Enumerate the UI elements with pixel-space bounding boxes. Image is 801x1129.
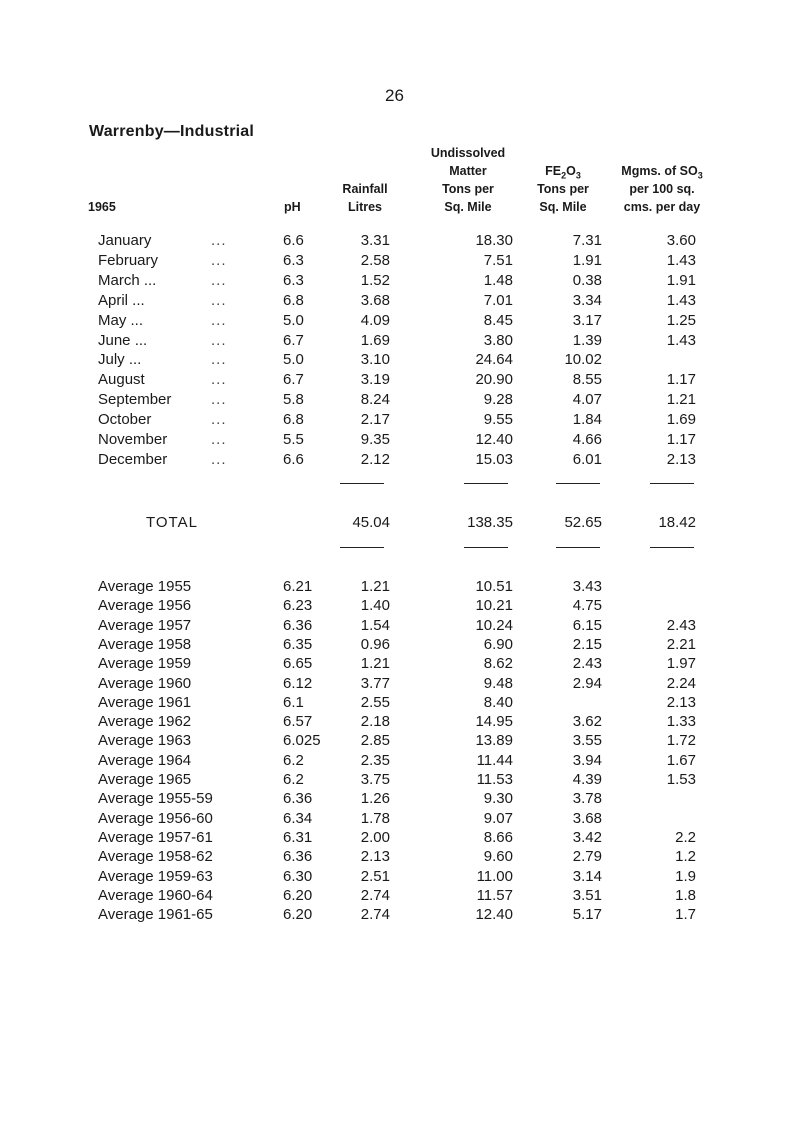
table-row	[0, 351, 801, 372]
row-label: Average 1961	[98, 693, 192, 711]
cell-so3: 1.91	[666, 271, 696, 289]
cell-rainfall: 2.00	[360, 828, 390, 846]
total-rainfall: 45.04	[352, 514, 390, 531]
table-row	[0, 411, 801, 432]
cell-rainfall: 1.21	[360, 655, 390, 673]
header-so3	[612, 162, 712, 216]
cell-so3: 3.60	[666, 232, 696, 249]
cell-undissolved: 11.57	[476, 886, 513, 904]
cell-so3: 1.17	[666, 371, 696, 389]
cell-rainfall: 1.52	[360, 271, 390, 289]
cell-undissolved: 1.48	[483, 271, 513, 289]
cell-so3: 1.72	[666, 732, 696, 750]
header-so3-line: per 100 sq.	[629, 182, 695, 196]
row-label: Average 1956	[98, 597, 192, 615]
header-fe2o3-line: Sq. Mile	[539, 200, 587, 214]
row-label: Average 1959	[98, 655, 192, 673]
row-label: Average 1955	[98, 578, 192, 595]
total-label: TOTAL	[146, 514, 198, 531]
cell-so3: 1.53	[666, 771, 696, 788]
row-label: Average 1964	[98, 751, 192, 769]
cell-ph: 5.5	[283, 431, 304, 448]
cell-undissolved: 8.62	[483, 655, 513, 673]
cell-so3: 1.9	[675, 867, 696, 885]
total-rule	[464, 483, 508, 484]
table-row	[0, 694, 801, 715]
total-rule	[464, 547, 508, 548]
cell-undissolved: 11.44	[476, 751, 513, 769]
header-undissolved-line: Sq. Mile	[444, 200, 492, 214]
row-leader-dots: ...	[211, 351, 227, 369]
row-label: January	[98, 232, 152, 249]
cell-undissolved: 13.89	[475, 732, 513, 750]
cell-fe2o3: 4.75	[572, 597, 602, 615]
cell-undissolved: 9.60	[483, 848, 513, 866]
header-rainfall-line: Rainfall	[342, 182, 388, 196]
cell-ph: 6.3	[283, 251, 304, 269]
table-row	[0, 252, 801, 273]
cell-rainfall: 2.18	[360, 713, 390, 731]
cell-undissolved: 20.90	[475, 371, 513, 389]
row-leader-dots: ...	[211, 311, 227, 329]
cell-ph: 6.2	[283, 771, 304, 788]
cell-so3: 2.43	[666, 616, 696, 634]
header-rainfall	[330, 180, 400, 216]
total-rule	[650, 547, 694, 548]
table-row	[0, 887, 801, 908]
cell-so3: 1.67	[666, 751, 696, 769]
cell-undissolved: 24.64	[475, 351, 513, 369]
table-row	[0, 451, 801, 472]
header-so3-formula: Mgms. of $SO_3$	[621, 164, 703, 181]
table-row	[0, 732, 801, 753]
row-label: Average 1956-60	[98, 809, 213, 827]
cell-fe2o3: 0.38	[572, 271, 602, 289]
table-row	[0, 578, 801, 599]
cell-fe2o3: 7.31	[572, 232, 602, 249]
table-row	[0, 391, 801, 412]
row-label: May ...	[98, 311, 144, 329]
row-label: November	[98, 431, 168, 448]
cell-undissolved: 12.40	[475, 906, 513, 924]
cell-fe2o3: 3.43	[572, 578, 602, 595]
header-fe2o3	[518, 162, 608, 216]
cell-ph: 6.36	[283, 848, 313, 866]
cell-rainfall: 1.40	[360, 597, 390, 615]
cell-so3: 1.7	[675, 906, 696, 924]
cell-so3: 1.43	[666, 291, 696, 309]
cell-rainfall: 1.78	[360, 809, 390, 827]
row-leader-dots: ...	[211, 431, 227, 448]
cell-undissolved: 14.95	[475, 713, 513, 731]
cell-undissolved: 10.21	[475, 597, 513, 615]
cell-undissolved: 9.07	[483, 809, 513, 827]
cell-rainfall: 2.74	[360, 906, 390, 924]
cell-fe2o3: 2.43	[572, 655, 602, 673]
cell-so3: 2.24	[666, 674, 696, 692]
cell-fe2o3: 2.15	[572, 635, 602, 653]
cell-fe2o3: 5.17	[572, 906, 602, 924]
total-rule	[650, 483, 694, 484]
cell-rainfall: 9.35	[360, 431, 390, 448]
row-leader-dots: ...	[211, 291, 227, 309]
table-row	[0, 829, 801, 850]
cell-fe2o3: 3.51	[572, 886, 602, 904]
cell-rainfall: 2.12	[360, 450, 390, 468]
table-row	[0, 713, 801, 734]
total-rule	[556, 547, 600, 548]
cell-so3: 1.33	[666, 713, 696, 731]
cell-rainfall: 2.58	[360, 251, 390, 269]
cell-undissolved: 8.40	[483, 693, 513, 711]
total-rule	[340, 547, 384, 548]
cell-ph: 6.20	[283, 886, 313, 904]
cell-fe2o3: 3.34	[572, 291, 602, 309]
table-row	[0, 597, 801, 618]
row-label: Average 1959-63	[98, 867, 213, 885]
cell-ph: 6.8	[283, 291, 304, 309]
cell-so3: 1.2	[675, 848, 696, 866]
row-leader-dots: ...	[211, 411, 227, 429]
cell-ph: 6.23	[283, 597, 313, 615]
cell-ph: 6.20	[283, 906, 313, 924]
table-row	[0, 771, 801, 792]
cell-undissolved: 8.45	[483, 311, 513, 329]
cell-so3: 1.43	[666, 331, 696, 349]
cell-rainfall: 8.24	[360, 391, 390, 409]
row-label: March ...	[98, 271, 157, 289]
cell-fe2o3: 6.01	[572, 450, 602, 468]
row-label: Average 1958	[98, 635, 192, 653]
cell-ph: 6.1	[283, 693, 304, 711]
table-row	[0, 371, 801, 392]
cell-rainfall: 3.19	[360, 371, 390, 389]
header-fe2o3-formula: $FE_2O_3$	[545, 164, 581, 181]
cell-ph: 6.6	[283, 232, 304, 249]
row-label: October	[98, 411, 152, 429]
cell-undissolved: 3.80	[483, 331, 513, 349]
cell-rainfall: 3.75	[360, 771, 390, 788]
table-row	[0, 617, 801, 638]
cell-ph: 6.35	[283, 635, 313, 653]
cell-undissolved: 9.55	[483, 411, 513, 429]
row-leader-dots: ...	[211, 271, 227, 289]
table-row	[0, 848, 801, 869]
cell-undissolved: 9.28	[483, 391, 513, 409]
table-row	[0, 272, 801, 293]
cell-fe2o3: 3.62	[572, 713, 602, 731]
cell-so3: 2.13	[666, 450, 696, 468]
row-label: Average 1960-64	[98, 886, 213, 904]
row-label: August	[98, 371, 145, 389]
cell-undissolved: 6.90	[483, 635, 513, 653]
cell-ph: 6.31	[283, 828, 313, 846]
cell-fe2o3: 1.39	[572, 331, 602, 349]
cell-fe2o3: 2.94	[572, 674, 602, 692]
cell-fe2o3: 3.14	[572, 867, 602, 885]
row-label: September	[98, 391, 172, 409]
row-label: Average 1957-61	[98, 828, 213, 846]
row-leader-dots: ...	[211, 232, 227, 249]
cell-rainfall: 2.13	[360, 848, 390, 866]
cell-fe2o3: 3.94	[572, 751, 602, 769]
total-rule	[556, 483, 600, 484]
cell-undissolved: 9.48	[483, 674, 513, 692]
table-row	[0, 675, 801, 696]
cell-ph: 6.21	[283, 578, 313, 595]
cell-rainfall: 2.51	[360, 867, 390, 885]
cell-ph: 6.12	[283, 674, 313, 692]
page-number: 26	[385, 86, 404, 105]
cell-undissolved: 7.01	[483, 291, 513, 309]
cell-ph: 6.7	[283, 331, 304, 349]
cell-ph: 6.30	[283, 867, 313, 885]
cell-rainfall: 3.31	[360, 232, 390, 249]
row-label: Average 1960	[98, 674, 192, 692]
cell-ph: 6.57	[283, 713, 313, 731]
cell-fe2o3: 3.78	[572, 790, 602, 808]
table-row	[0, 752, 801, 773]
header-undissolved-line: Matter	[449, 164, 487, 178]
cell-so3: 1.69	[666, 411, 696, 429]
cell-rainfall: 3.10	[360, 351, 390, 369]
cell-rainfall: 2.55	[360, 693, 390, 711]
row-label: June ...	[98, 331, 148, 349]
cell-rainfall: 3.77	[360, 674, 390, 692]
cell-rainfall: 2.74	[360, 886, 390, 904]
cell-so3: 1.17	[666, 431, 696, 448]
table-row	[0, 292, 801, 313]
cell-rainfall: 1.54	[360, 616, 390, 634]
row-label: Average 1957	[98, 616, 192, 634]
section-title: Warrenby—Industrial	[89, 123, 255, 140]
table-row	[0, 636, 801, 657]
cell-fe2o3: 1.84	[572, 411, 602, 429]
cell-rainfall: 1.26	[360, 790, 390, 808]
cell-undissolved: 11.53	[476, 771, 513, 788]
cell-fe2o3: 4.66	[572, 431, 602, 448]
table-row	[0, 790, 801, 811]
table-row	[0, 906, 801, 927]
cell-so3: 2.2	[675, 828, 696, 846]
cell-ph: 6.36	[283, 616, 313, 634]
cell-undissolved: 10.24	[475, 616, 513, 634]
cell-fe2o3: 6.15	[572, 616, 602, 634]
cell-so3: 2.13	[666, 693, 696, 711]
total-rule	[340, 483, 384, 484]
table-row	[0, 810, 801, 831]
cell-ph: 6.2	[283, 751, 304, 769]
header-undissolved-line: Undissolved	[430, 146, 506, 160]
cell-ph: 6.025	[283, 732, 321, 750]
cell-ph: 5.0	[283, 351, 304, 369]
row-label: July ...	[98, 351, 142, 369]
cell-fe2o3: 3.68	[572, 809, 602, 827]
table-row	[0, 868, 801, 889]
cell-fe2o3: 10.02	[564, 351, 602, 369]
cell-undissolved: 8.66	[483, 828, 513, 846]
cell-rainfall: 1.69	[360, 331, 390, 349]
cell-fe2o3: 1.91	[572, 251, 602, 269]
row-label: April ...	[98, 291, 145, 309]
cell-rainfall: 0.96	[360, 635, 390, 653]
cell-so3: 1.21	[666, 391, 696, 409]
row-leader-dots: ...	[211, 391, 227, 409]
table-row	[0, 332, 801, 353]
cell-rainfall: 4.09	[360, 311, 390, 329]
cell-fe2o3: 3.42	[572, 828, 602, 846]
cell-undissolved: 18.30	[475, 232, 513, 249]
table-row	[0, 232, 801, 253]
cell-ph: 5.0	[283, 311, 304, 329]
row-leader-dots: ...	[211, 331, 227, 349]
row-label: Average 1955-59	[98, 790, 213, 808]
cell-undissolved: 10.51	[475, 578, 513, 595]
row-label: Average 1965	[98, 771, 192, 788]
cell-undissolved: 11.00	[476, 867, 513, 885]
row-label: Average 1963	[98, 732, 192, 750]
total-undissolved: 138.35	[467, 514, 513, 531]
total-fe2o3: 52.65	[564, 514, 602, 531]
cell-undissolved: 15.03	[475, 450, 513, 468]
row-leader-dots: ...	[211, 371, 227, 389]
cell-ph: 6.3	[283, 271, 304, 289]
row-label: Average 1958-62	[98, 848, 213, 866]
cell-so3: 1.8	[675, 886, 696, 904]
header-fe2o3-line: Tons per	[537, 182, 589, 196]
cell-so3: 1.25	[666, 311, 696, 329]
row-label: December	[98, 450, 168, 468]
row-label: Average 1962	[98, 713, 192, 731]
cell-so3: 1.97	[666, 655, 696, 673]
cell-so3: 2.21	[666, 635, 696, 653]
cell-undissolved: 12.40	[475, 431, 513, 448]
row-leader-dots: ...	[211, 251, 227, 269]
cell-ph: 6.34	[283, 809, 313, 827]
cell-ph: 6.6	[283, 450, 304, 468]
cell-rainfall: 2.35	[360, 751, 390, 769]
row-label: February	[98, 251, 159, 269]
header-so3-line: cms. per day	[623, 200, 701, 214]
cell-fe2o3: 3.17	[572, 311, 602, 329]
table-row	[0, 431, 801, 452]
cell-ph: 6.7	[283, 371, 304, 389]
cell-ph: 6.36	[283, 790, 313, 808]
cell-so3: 1.43	[666, 251, 696, 269]
cell-undissolved: 9.30	[483, 790, 513, 808]
total-so3: 18.42	[658, 514, 696, 531]
cell-fe2o3: 8.55	[572, 371, 602, 389]
cell-ph: 5.8	[283, 391, 304, 409]
table-row	[0, 312, 801, 333]
header-year: 1965	[88, 200, 116, 214]
header-rainfall-line: Litres	[347, 200, 383, 214]
header-ph: pH	[284, 200, 301, 214]
table-row	[0, 655, 801, 676]
cell-rainfall: 2.85	[360, 732, 390, 750]
cell-ph: 6.8	[283, 411, 304, 429]
row-label: Average 1961-65	[98, 906, 213, 924]
cell-fe2o3: 4.07	[572, 391, 602, 409]
cell-undissolved: 7.51	[483, 251, 513, 269]
cell-fe2o3: 3.55	[572, 732, 602, 750]
header-undissolved-line: Tons per	[442, 182, 494, 196]
cell-fe2o3: 2.79	[572, 848, 602, 866]
cell-rainfall: 3.68	[360, 291, 390, 309]
row-leader-dots: ...	[211, 450, 227, 468]
cell-ph: 6.65	[283, 655, 313, 673]
cell-rainfall: 2.17	[360, 411, 390, 429]
cell-fe2o3: 4.39	[572, 771, 602, 788]
cell-rainfall: 1.21	[360, 578, 390, 595]
header-undissolved	[418, 144, 518, 216]
